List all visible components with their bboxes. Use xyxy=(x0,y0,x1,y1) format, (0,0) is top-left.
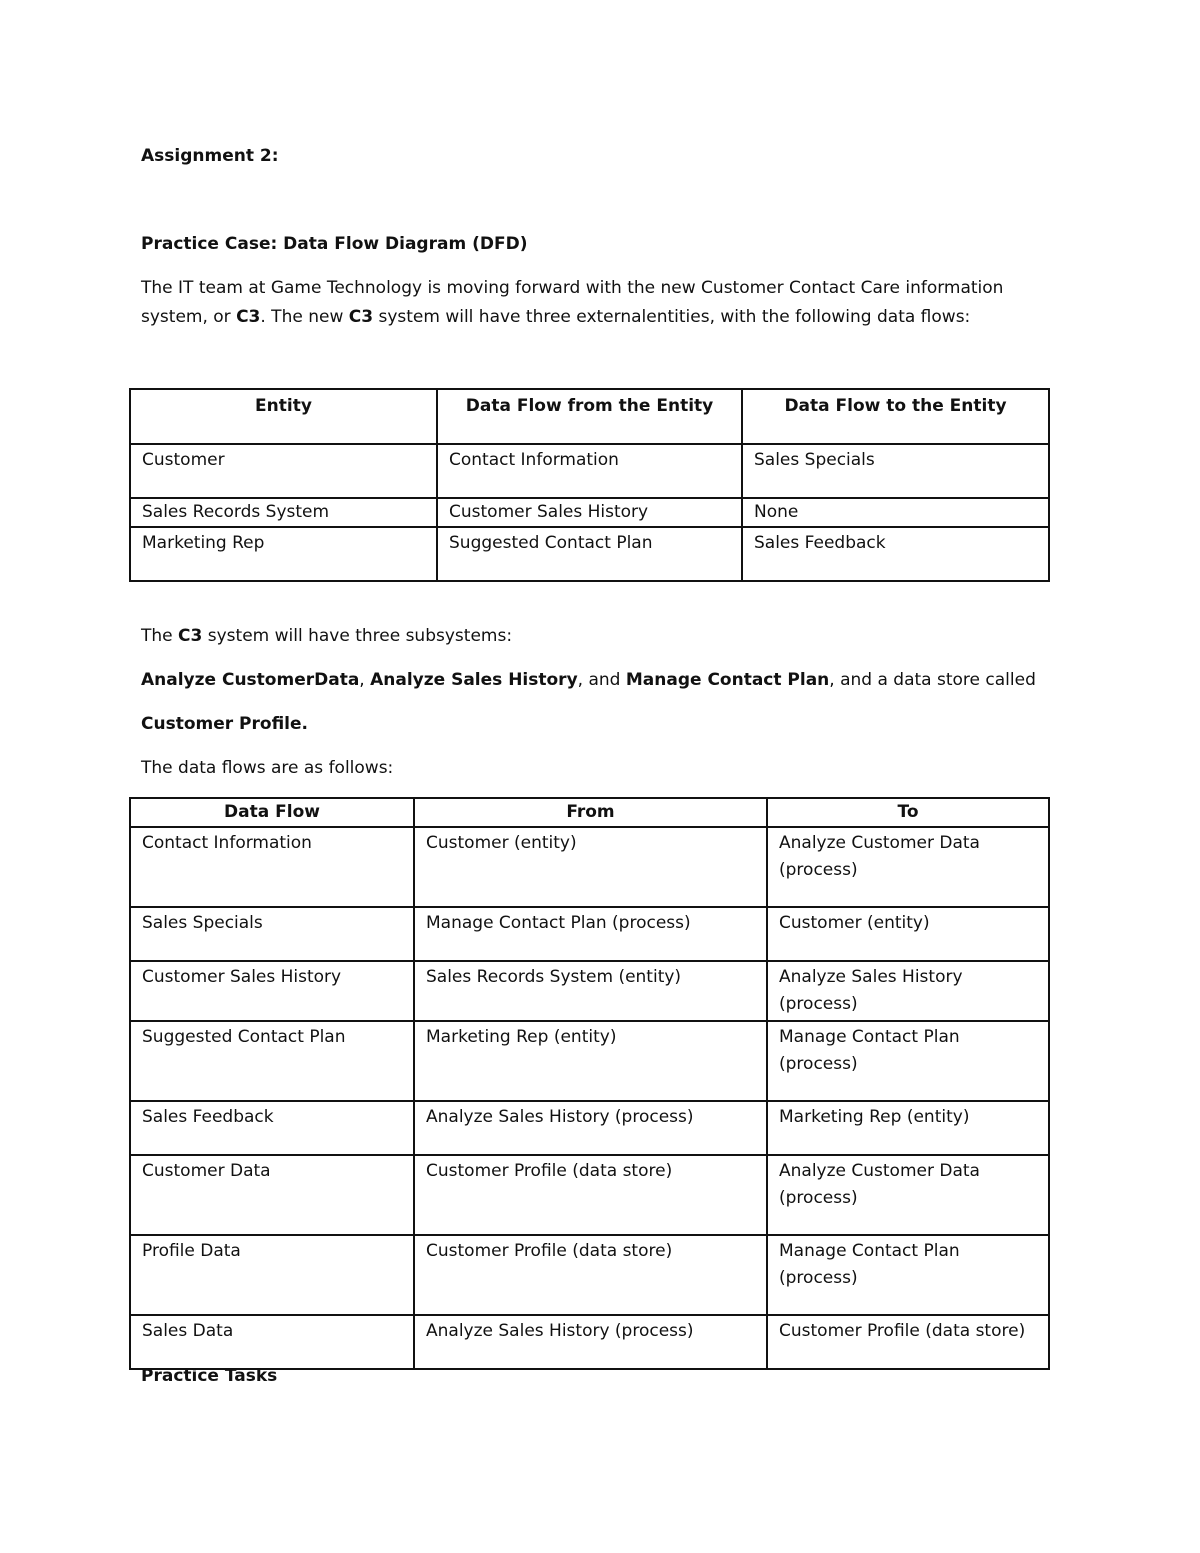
table-row xyxy=(130,498,1049,527)
data-store-name: Customer Profile. xyxy=(141,714,308,734)
system-name: C3 xyxy=(236,307,261,327)
system-name: C3 xyxy=(178,626,203,646)
table-cell: Customer xyxy=(130,444,437,498)
table-cell: Manage Contact Plan (process) xyxy=(414,907,767,961)
table-cell: Sales Specials xyxy=(130,907,414,961)
intro-line-1: The IT team at Game Technology is moving forward with the new Customer Contact Care information xyxy=(141,278,1004,298)
table-cell: Sales Feedback xyxy=(130,1101,414,1155)
subsystems-line-2 xyxy=(141,669,1036,691)
flows-intro: The data flows are as follows: xyxy=(141,758,394,778)
table-cell: Analyze Sales History (process) xyxy=(767,961,1049,1021)
column-header: Data Flow from the Entity xyxy=(437,389,742,444)
table-cell: Analyze Customer Data (process) xyxy=(767,1155,1049,1235)
column-header: Data Flow to the Entity xyxy=(742,389,1049,444)
table-cell: Customer Profile (data store) xyxy=(414,1155,767,1235)
table-row xyxy=(130,527,1049,581)
subsystems-text: The xyxy=(141,626,179,646)
table-cell: Sales Specials xyxy=(742,444,1049,498)
table-cell: Sales Feedback xyxy=(742,527,1049,581)
column-header: To xyxy=(767,798,1049,827)
subsystem-name: Analyze CustomerData xyxy=(141,670,360,690)
table-row xyxy=(130,961,1049,1021)
table-cell: Sales Data xyxy=(130,1315,414,1369)
intro-text: system, or xyxy=(141,307,237,327)
table-cell: Sales Records System xyxy=(130,498,437,527)
table-cell: Customer Sales History xyxy=(437,498,742,527)
table-row xyxy=(130,907,1049,961)
column-header: Data Flow xyxy=(130,798,414,827)
table-row xyxy=(130,1315,1049,1369)
data-flow-table xyxy=(129,797,1050,1370)
table-cell: Suggested Contact Plan xyxy=(130,1021,414,1101)
column-header: Entity xyxy=(130,389,437,444)
table-cell: Marketing Rep xyxy=(130,527,437,581)
table-cell: Suggested Contact Plan xyxy=(437,527,742,581)
table-cell: Contact Information xyxy=(130,827,414,907)
table-cell: Contact Information xyxy=(437,444,742,498)
subsystems-text: , xyxy=(359,670,371,690)
column-header: From xyxy=(414,798,767,827)
table-cell: Analyze Sales History (process) xyxy=(414,1101,767,1155)
table-row xyxy=(130,444,1049,498)
system-name: C3 xyxy=(348,307,374,327)
table-row xyxy=(130,1101,1049,1155)
subsystems-text: , and a data store called xyxy=(829,670,1036,690)
table-cell: Customer Data xyxy=(130,1155,414,1235)
subsystem-name: Analyze Sales History xyxy=(370,670,578,690)
table-cell: Manage Contact Plan (process) xyxy=(767,1021,1049,1101)
table-row xyxy=(130,827,1049,907)
table-cell: Marketing Rep (entity) xyxy=(414,1021,767,1101)
subsystems-line-1 xyxy=(141,625,512,647)
table-row xyxy=(130,1235,1049,1315)
subsystems-text: system will have three subsystems: xyxy=(202,626,513,646)
intro-text: system will have three externalentities, with the following data flows: xyxy=(373,307,971,327)
table-cell: Customer (entity) xyxy=(767,907,1049,961)
table-header-row xyxy=(130,389,1049,444)
table-cell: Customer Profile (data store) xyxy=(414,1235,767,1315)
assignment-heading: Assignment 2: xyxy=(141,146,279,166)
table-cell: Profile Data xyxy=(130,1235,414,1315)
entity-table xyxy=(129,388,1050,582)
case-title: Practice Case: Data Flow Diagram (DFD) xyxy=(141,234,528,254)
table-cell: Analyze Sales History (process) xyxy=(414,1315,767,1369)
table-row xyxy=(130,1021,1049,1101)
intro-text: . The new xyxy=(260,307,349,327)
practice-tasks-heading: Practice Tasks xyxy=(141,1366,278,1386)
table-row xyxy=(130,1155,1049,1235)
table-cell: Customer Sales History xyxy=(130,961,414,1021)
table-cell: Sales Records System (entity) xyxy=(414,961,767,1021)
table-cell: Marketing Rep (entity) xyxy=(767,1101,1049,1155)
table-cell: Customer (entity) xyxy=(414,827,767,907)
intro-line-2 xyxy=(141,306,970,328)
table-header-row xyxy=(130,798,1049,827)
subsystems-text: , and xyxy=(577,670,626,690)
table-cell: Customer Profile (data store) xyxy=(767,1315,1049,1369)
subsystem-name: Manage Contact Plan xyxy=(625,670,830,690)
table-cell: Analyze Customer Data (process) xyxy=(767,827,1049,907)
table-cell: Manage Contact Plan (process) xyxy=(767,1235,1049,1315)
table-cell: None xyxy=(742,498,1049,527)
